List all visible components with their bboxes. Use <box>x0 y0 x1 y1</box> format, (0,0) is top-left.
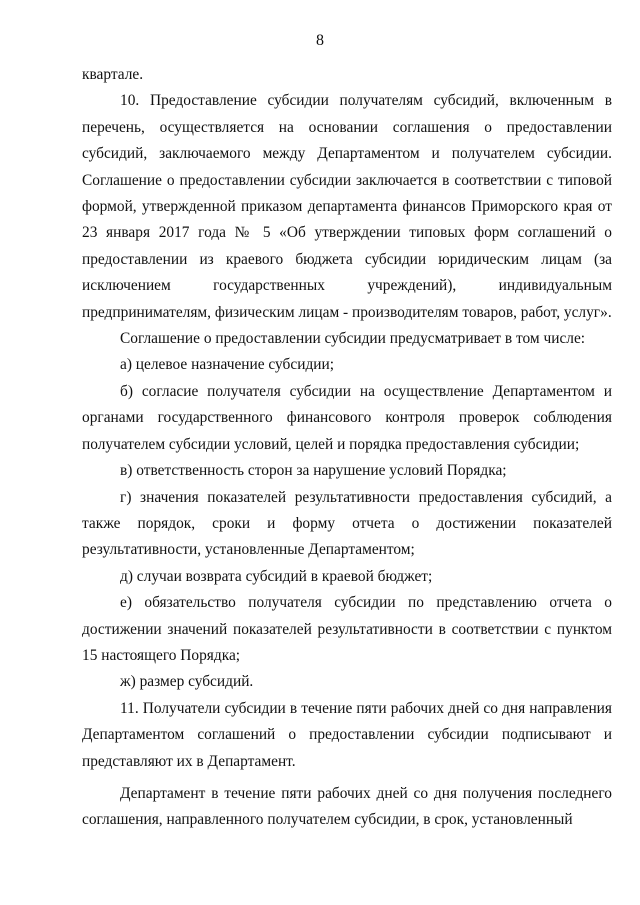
paragraph-subitem-b: б) согласие получателя субсидии на осуществление Департаментом и органами государственного финансового контроля проверок соблюдения получателем субсидии условий, целей и порядка предоставления субсидии; <box>82 382 612 453</box>
paragraph-item-11: 11. Получатели субсидии в течение пяти рабочих дней со дня направления Департаментом соглашений о предоставлении субсидии подписывают и представляют их в Департамент. <box>82 699 612 770</box>
document-body <box>82 62 612 834</box>
paragraph-subitem-zh: ж) размер субсидий. <box>120 673 254 691</box>
paragraph-subitem-a: а) целевое назначение субсидии; <box>120 356 335 374</box>
paragraph-subitem-e: е) обязательство получателя субсидии по представлению отчета о достижении значений показателей результативности в соответствии с пунктом 15 настоящего Порядка; <box>82 594 612 664</box>
paragraph-item-10: 10. Предоставление субсидии получателям субсидий, включенным в перечень, осуществляется на основании соглашения о предоставлении субсидий, заключаемого между Департаментом и получателем субсидии. Соглашение о предоставлении субсидии заключается в соответствии с типовой формой, утвержденной приказом департамента финансов Приморского края от 23 января 2017 года № 5 «Об утверждении типовых форм соглашений о предоставлении из краевого бюджета субсидии юридическим лицам (за исключением государственных учреждений), индивидуальным предпринимателям, физическим лицам - производителям товаров, работ, услуг». <box>82 92 612 321</box>
page-number: 8 <box>316 32 324 49</box>
paragraph-continuation: квартале. <box>82 66 144 83</box>
paragraph-subitem-d: д) случаи возврата субсидий в краевой бюджет; <box>120 567 433 585</box>
paragraph-agreement-intro: Соглашение о предоставлении субсидии предусматривает в том числе: <box>120 330 586 348</box>
paragraph-subitem-g: г) значения показателей результативности предоставления субсидий, а также порядок, сроки и форму отчета о достижении показателей результативности, установленные Департаментом; <box>82 488 612 559</box>
paragraph-subitem-v: в) ответственность сторон за нарушение условий Порядка; <box>120 462 507 480</box>
paragraph-department-deadline: Департамент в течение пяти рабочих дней со дня получения последнего соглашения, направленного получателем субсидии, в срок, установленный <box>82 784 612 829</box>
